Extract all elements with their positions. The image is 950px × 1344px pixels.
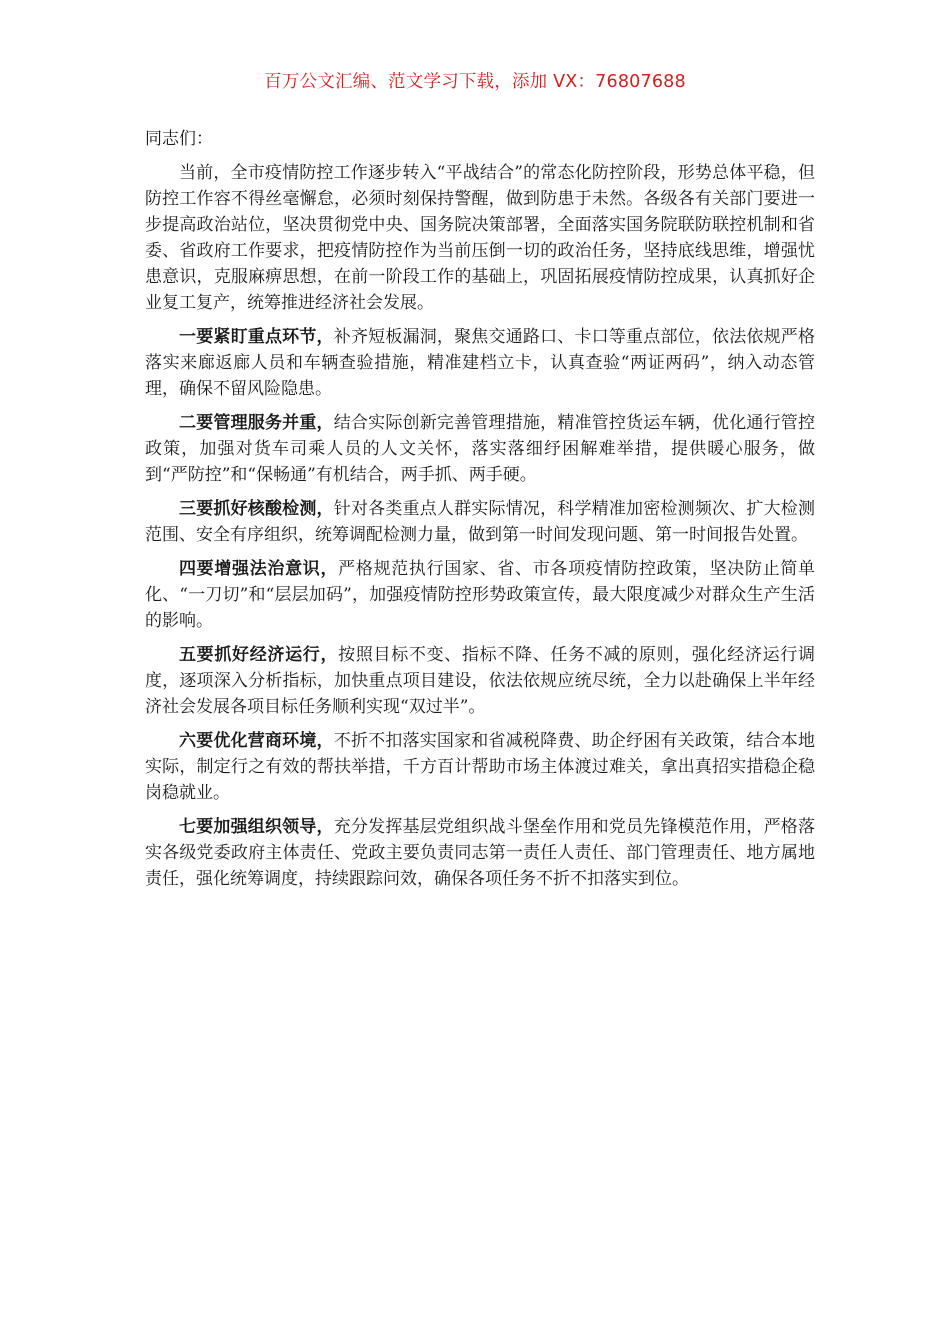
item-paragraph-4 — [145, 556, 815, 634]
item-lead: 六要优化营商环境， — [179, 731, 334, 751]
item-paragraph-1 — [145, 324, 815, 402]
item-lead: 一要紧盯重点环节， — [179, 327, 334, 347]
item-body: 严格规范执行国家、省、市各项疫情防控政策，坚决防止简单化、“一刀切”和“层层加码”，加强疫情防控形势政策宣传，最大限度减少对群众生产生活的影响。 — [145, 559, 815, 631]
item-paragraph-3 — [145, 496, 815, 548]
item-body: 针对各类重点人群实际情况，科学精准加密检测频次、扩大检测范围、安全有序组织，统筹调配检测力量，做到第一时间发现问题、第一时间报告处置。 — [145, 499, 815, 545]
item-body: 结合实际创新完善管理措施，精准管控货运车辆，优化通行管控政策，加强对货车司乘人员的人文关怀，落实落细纾困解难举措，提供暖心服务，做到“严防控”和“保畅通”有机结合，两手抓、两手硬。 — [145, 413, 815, 485]
item-body: 充分发挥基层党组织战斗堡垒作用和党员先锋模范作用，严格落实各级党委政府主体责任、党政主要负责同志第一责任人责任、部门管理责任、地方属地责任，强化统筹调度，持续跟踪问效，确保各项任务不折不扣落实到位。 — [145, 817, 815, 889]
salutation: 同志们： — [145, 129, 213, 149]
item-lead: 七要加强组织领导， — [179, 817, 334, 837]
item-lead: 四要增强法治意识， — [179, 559, 339, 579]
item-paragraph-5 — [145, 642, 815, 720]
item-paragraph-7 — [145, 814, 815, 892]
item-lead: 二要管理服务并重， — [179, 413, 334, 433]
item-lead: 五要抓好经济运行， — [179, 645, 339, 665]
item-body: 按照目标不变、指标不降、任务不减的原则，强化经济运行调度，逐项深入分析指标，加快重点项目建设，依法依规应统尽统，全力以赴确保上半年经济社会发展各项目标任务顺利实现“双过半”。 — [145, 645, 815, 717]
item-body: 不折不扣落实国家和省减税降费、助企纾困有关政策，结合本地实际，制定行之有效的帮扶举措，千方百计帮助市场主体渡过难关，拿出真招实措稳企稳岗稳就业。 — [145, 731, 815, 803]
intro-paragraph: 当前，全市疫情防控工作逐步转入“平战结合”的常态化防控阶段，形势总体平稳，但防控工作容不得丝毫懈怠，必须时刻保持警醒，做到防患于未然。各级各有关部门要进一步提高政治站位，坚决贯彻党中央、国务院决策部署，全面落实国务院联防联控机制和省委、省政府工作要求，把疫情防控作为当前压倒一切的政治任务，坚持底线思维，增强忧患意识，克服麻痹思想，在前一阶段工作的基础上，巩固拓展疫情防控成果，认真抓好企业复工复产，统筹推进经济社会发展。 — [145, 163, 815, 313]
item-paragraph-6 — [145, 728, 815, 806]
item-body: 补齐短板漏洞，聚焦交通路口、卡口等重点部位，依法依规严格落实来廊返廊人员和车辆查验措施，精准建档立卡，认真查验“两证两码”，纳入动态管理，确保不留风险隐患。 — [145, 327, 815, 399]
document-body — [145, 126, 815, 900]
item-lead: 三要抓好核酸检测， — [179, 499, 334, 519]
item-paragraph-2 — [145, 410, 815, 488]
header-banner: 百万公文汇编、范文学习下载，添加 VX：76807688 — [264, 72, 686, 92]
